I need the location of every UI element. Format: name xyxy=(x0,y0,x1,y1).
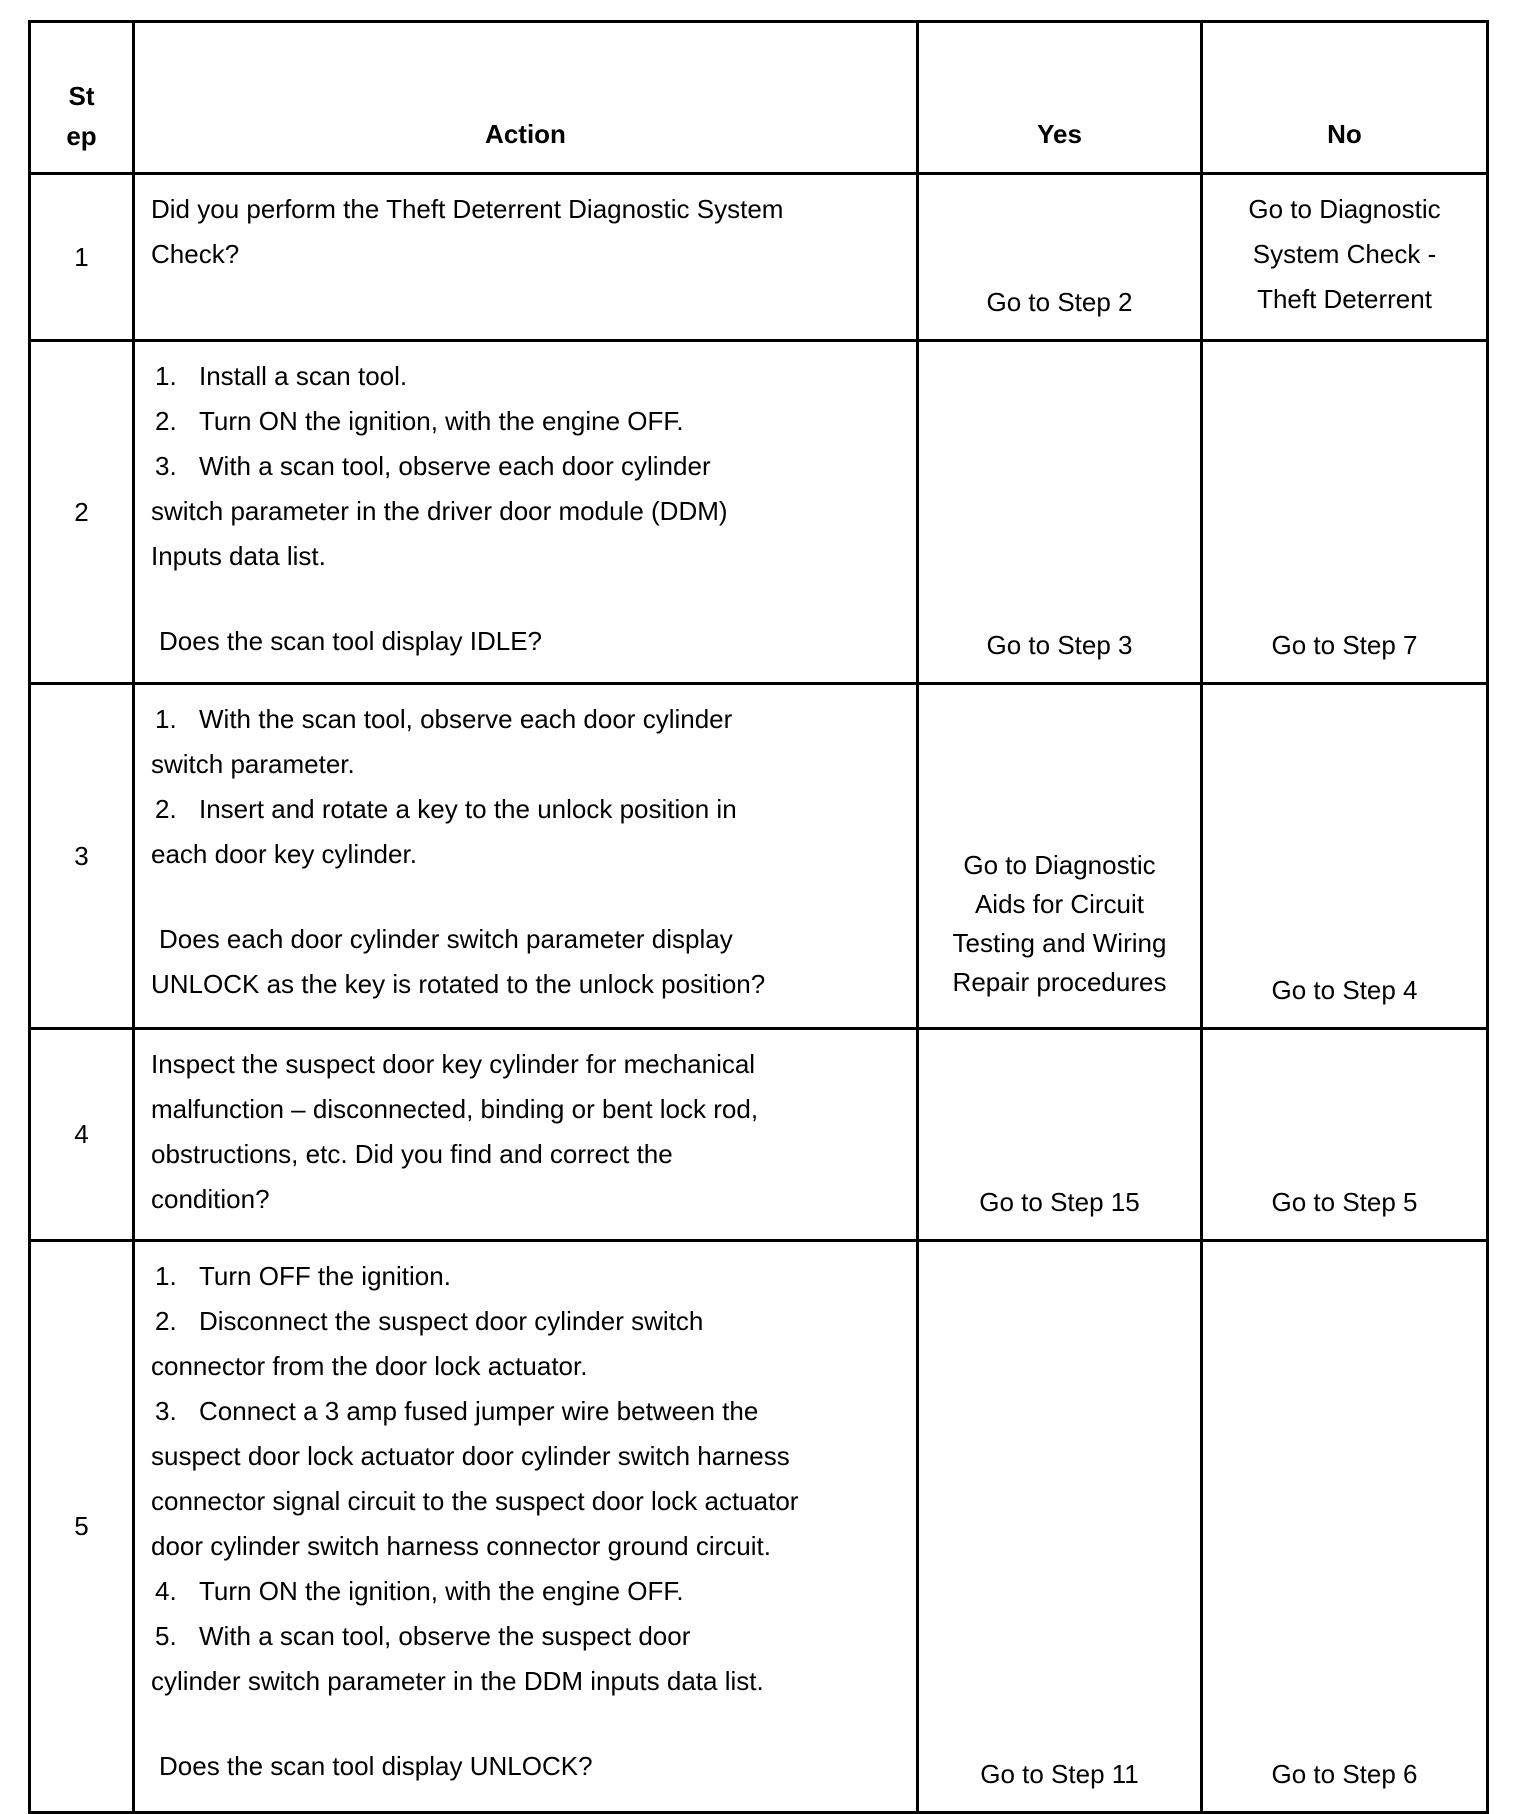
header-row xyxy=(30,22,1488,174)
header-step-line1: St xyxy=(68,81,95,111)
item-text: With a scan tool, observe the suspect door xyxy=(199,1621,691,1651)
table-row xyxy=(30,1241,1488,1813)
step-number: 3 xyxy=(30,684,134,1029)
yes-cell: Go to Step 15 xyxy=(918,1029,1202,1241)
action-line: Check? xyxy=(151,239,240,269)
table-row xyxy=(30,1029,1488,1241)
item-number: 2. xyxy=(155,1306,177,1336)
item-number: 3. xyxy=(155,1396,177,1426)
action-line: switch parameter in the driver door module (DDM) xyxy=(151,496,728,526)
yes-cell: Go to Step 3 xyxy=(918,341,1202,684)
action-question: Does the scan tool display IDLE? xyxy=(159,626,542,656)
item-number: 1. xyxy=(155,361,177,391)
action-item xyxy=(151,787,896,832)
action-line: Inspect the suspect door key cylinder for mechanical xyxy=(151,1049,756,1079)
action-line: Inputs data list. xyxy=(151,541,326,571)
header-step-line2: ep xyxy=(66,121,97,151)
item-number: 1. xyxy=(155,1261,177,1291)
item-number: 4. xyxy=(155,1576,177,1606)
item-text: Turn ON the ignition, with the engine OFF. xyxy=(199,406,684,436)
step-number: 5 xyxy=(30,1241,134,1813)
action-cell xyxy=(134,684,918,1029)
table-row xyxy=(30,174,1488,341)
header-action: Action xyxy=(134,22,918,174)
action-line: cylinder switch parameter in the DDM inputs data list. xyxy=(151,1666,764,1696)
no-line: System Check - xyxy=(1252,239,1437,269)
action-item xyxy=(151,1299,896,1344)
action-item xyxy=(151,354,896,399)
action-line: connector from the door lock actuator. xyxy=(151,1351,588,1381)
no-line: Theft Deterrent xyxy=(1257,284,1432,314)
table-row xyxy=(30,684,1488,1029)
item-text: Disconnect the suspect door cylinder switch xyxy=(199,1306,704,1336)
action-cell xyxy=(134,174,918,341)
action-item xyxy=(151,399,896,444)
action-line: obstructions, etc. Did you find and correct the xyxy=(151,1139,673,1169)
item-text: Turn ON the ignition, with the engine OFF. xyxy=(199,1576,684,1606)
action-line: UNLOCK as the key is rotated to the unlock position? xyxy=(151,969,766,999)
item-text: Connect a 3 amp fused jumper wire between the xyxy=(199,1396,759,1426)
item-text: Turn OFF the ignition. xyxy=(199,1261,451,1291)
step-number: 1 xyxy=(30,174,134,341)
no-cell: Go to Step 6 xyxy=(1202,1241,1488,1813)
action-line: each door key cylinder. xyxy=(151,839,417,869)
action-line: door cylinder switch harness connector ground circuit. xyxy=(151,1531,771,1561)
header-yes: Yes xyxy=(918,22,1202,174)
action-cell xyxy=(134,1029,918,1241)
action-question: Does each door cylinder switch parameter display xyxy=(159,924,733,954)
header-no: No xyxy=(1202,22,1488,174)
no-cell xyxy=(1202,174,1488,341)
action-item xyxy=(151,697,896,742)
item-number: 5. xyxy=(155,1621,177,1651)
action-line: suspect door lock actuator door cylinder switch harness xyxy=(151,1441,790,1471)
yes-cell: Go to Step 11 xyxy=(918,1241,1202,1813)
yes-line: Go to Diagnostic xyxy=(963,850,1156,880)
yes-line: Testing and Wiring xyxy=(952,928,1167,958)
action-item xyxy=(151,1389,896,1434)
action-item xyxy=(151,1569,896,1614)
item-text: With a scan tool, observe each door cylinder xyxy=(199,451,711,481)
step-number: 4 xyxy=(30,1029,134,1241)
step-number: 2 xyxy=(30,341,134,684)
action-line: connector signal circuit to the suspect door lock actuator xyxy=(151,1486,799,1516)
table-row xyxy=(30,341,1488,684)
action-cell xyxy=(134,341,918,684)
item-text: Insert and rotate a key to the unlock position in xyxy=(199,794,737,824)
item-number: 2. xyxy=(155,794,177,824)
yes-cell: Go to Step 2 xyxy=(918,174,1202,341)
item-text: Install a scan tool. xyxy=(199,361,408,391)
no-cell: Go to Step 4 xyxy=(1202,684,1488,1029)
yes-line: Repair procedures xyxy=(952,967,1167,997)
header-step xyxy=(30,22,134,174)
action-item xyxy=(151,1614,896,1659)
item-number: 2. xyxy=(155,406,177,436)
action-line: Did you perform the Theft Deterrent Diagnostic System xyxy=(151,194,784,224)
action-item xyxy=(151,444,896,489)
action-item xyxy=(151,1254,896,1299)
item-text: With the scan tool, observe each door cylinder xyxy=(199,704,733,734)
yes-cell xyxy=(918,684,1202,1029)
action-line: switch parameter. xyxy=(151,749,355,779)
action-line: malfunction – disconnected, binding or bent lock rod, xyxy=(151,1094,759,1124)
action-line: condition? xyxy=(151,1184,270,1214)
item-number: 1. xyxy=(155,704,177,734)
no-line: Go to Diagnostic xyxy=(1248,194,1441,224)
diagnostic-table xyxy=(28,20,1489,1814)
action-question: Does the scan tool display UNLOCK? xyxy=(159,1751,593,1781)
no-cell: Go to Step 5 xyxy=(1202,1029,1488,1241)
action-cell xyxy=(134,1241,918,1813)
yes-line: Aids for Circuit xyxy=(974,889,1145,919)
no-cell: Go to Step 7 xyxy=(1202,341,1488,684)
item-number: 3. xyxy=(155,451,177,481)
